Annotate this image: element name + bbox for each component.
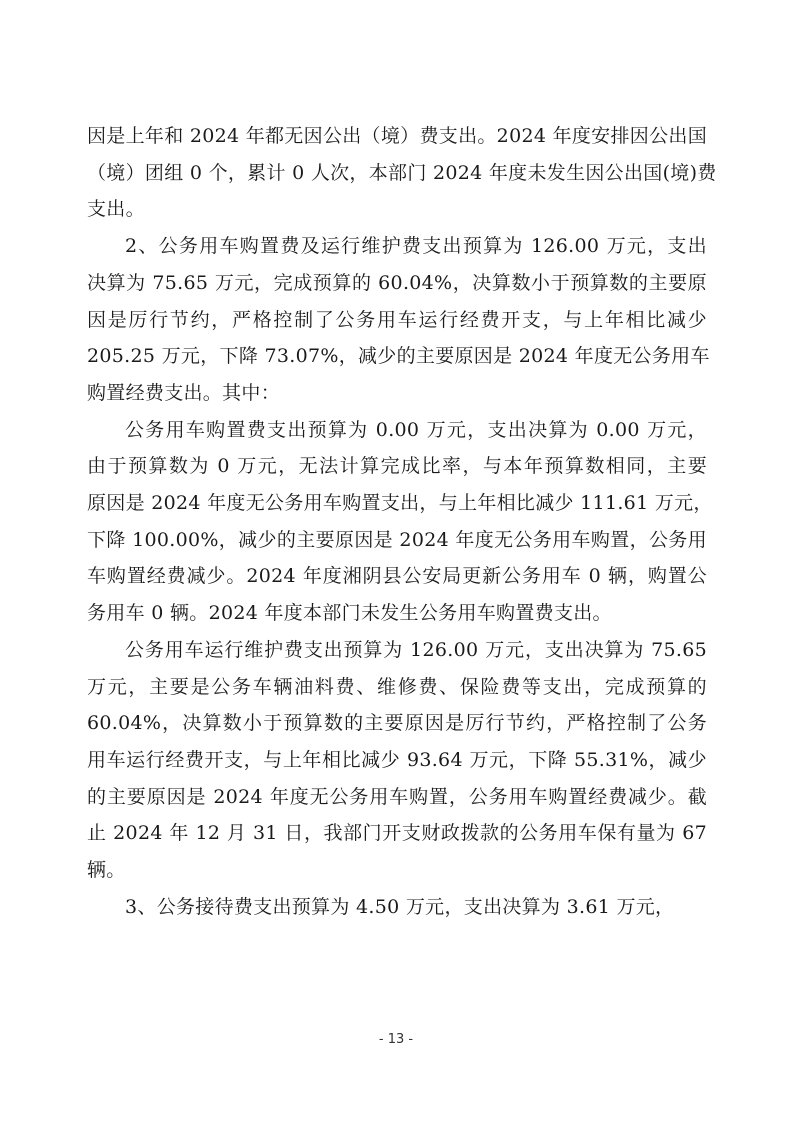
body-text (87, 118, 717, 925)
text-line: 下降 100.00%，减少的主要原因是 2024 年度无公务用车购置，公务用 (87, 528, 707, 551)
text-line: 购置经费支出。其中： (87, 381, 281, 404)
text-line: 决算为 75.65 万元，完成预算的 60.04%，决算数小于预算数的主要原 (87, 271, 707, 294)
text-line: 2、公务用车购置费及运行维护费支出预算为 126.00 万元，支出 (125, 235, 707, 258)
text-line: 车购置经费减少。2024 年度湘阴县公安局更新公务用车 0 辆，购置公 (87, 565, 707, 588)
text-line: 因是上年和 2024 年都无因公出（境）费支出。2024 年度安排因公出国 (87, 125, 707, 147)
text-line: 的主要原因是 2024 年度无公务用车购置，公务用车购置经费减少。截 (87, 785, 707, 808)
text-line: （境）团组 0 个，累计 0 人次，本部门 2024 年度未发生因公出国(境)费 (87, 161, 717, 184)
text-line: 万元，主要是公务车辆油料费、维修费、保险费等支出，完成预算的 (87, 675, 707, 698)
text-line: 原因是 2024 年度无公务用车购置支出，与上年相比减少 111.61 万元， (87, 492, 713, 515)
text-line: 支出。 (87, 198, 145, 221)
text-line: 60.04%，决算数小于预算数的主要原因是厉行节约，严格控制了公务 (87, 712, 707, 735)
text-line: 止 2024 年 12 月 31 日，我部门开支财政拨款的公务用车保有量为 67 (87, 822, 707, 845)
text-line: 205.25 万元，下降 73.07%，减少的主要原因是 2024 年度无公务用车 (87, 345, 710, 368)
text-line: 辆。 (87, 859, 126, 882)
page-number: - 13 - (378, 1032, 414, 1047)
text-line: 务用车 0 辆。2024 年度本部门未发生公务用车购置费支出。 (87, 602, 612, 625)
paragraph-4 (87, 632, 707, 889)
text-line: 公务用车购置费支出预算为 0.00 万元，支出决算为 0.00 万元， (125, 418, 707, 441)
paragraph-2 (87, 228, 710, 412)
text-line: 由于预算数为 0 万元，无法计算完成比率，与本年预算数相同，主要 (87, 455, 707, 478)
text-line: 因是厉行节约，严格控制了公务用车运行经费开支，与上年相比减少 (87, 308, 707, 331)
text-line: 用车运行经费开支，与上年相比减少 93.64 万元，下降 55.31%，减少 (87, 748, 707, 771)
text-line: 3、公务接待费支出预算为 4.50 万元，支出决算为 3.61 万元， (125, 895, 675, 918)
paragraph-3 (87, 412, 713, 632)
text-line: 公务用车运行维护费支出预算为 126.00 万元，支出决算为 75.65 (125, 638, 707, 661)
paragraph-5 (87, 889, 707, 926)
paragraph-1 (87, 118, 717, 228)
